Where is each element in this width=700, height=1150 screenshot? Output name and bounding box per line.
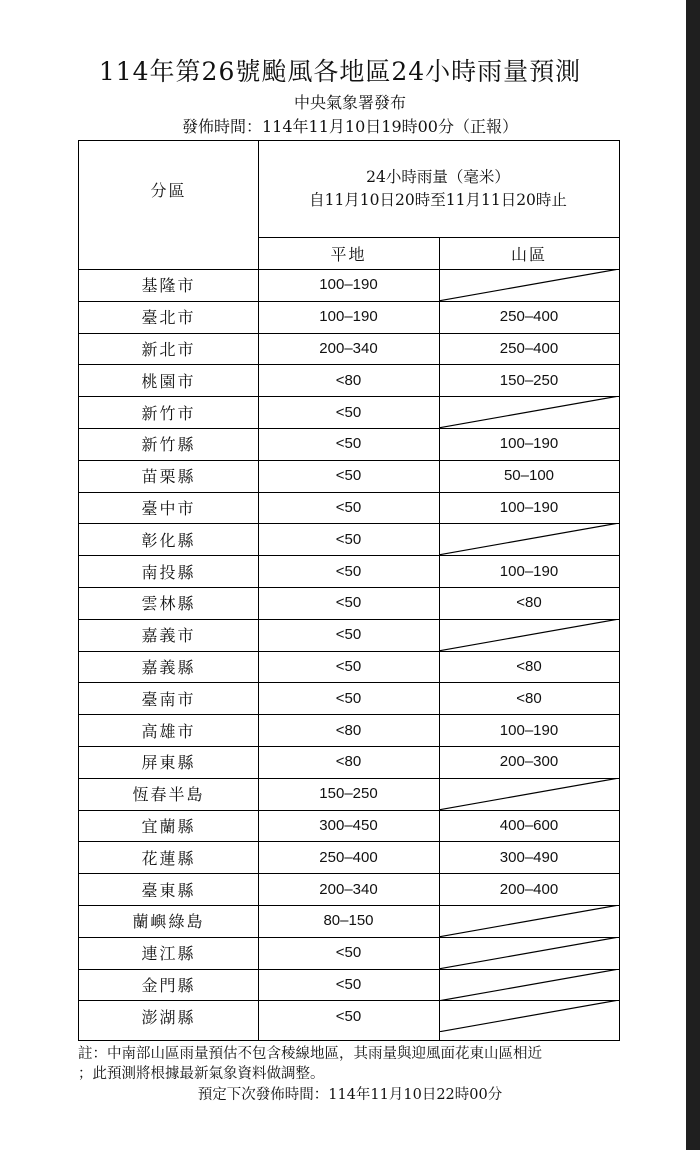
not-applicable-slash (439, 1000, 619, 1032)
plain-rainfall-cell: <50 (335, 498, 362, 516)
region-cell: 蘭嶼綠島 (132, 912, 205, 932)
region-cell: 基隆市 (141, 276, 196, 296)
plain-rainfall-cell: <80 (335, 371, 362, 389)
region-cell: 南投縣 (141, 562, 196, 582)
plain-rainfall-cell: <50 (335, 467, 362, 485)
region-cell: 恆春半島 (132, 785, 205, 805)
plain-rainfall-cell: <50 (335, 562, 362, 580)
plain-rainfall-cell: 80–150 (323, 912, 374, 930)
region-cell: 臺北市 (141, 308, 196, 328)
not-applicable-slash (439, 619, 619, 651)
mountain-rainfall-cell: 100–190 (499, 435, 559, 453)
plain-rainfall-cell: 100–190 (319, 276, 378, 294)
not-applicable-slash (439, 396, 619, 428)
plain-rainfall-cell: <50 (335, 975, 362, 993)
page-edge-bar (686, 0, 700, 1150)
region-cell: 嘉義縣 (141, 657, 196, 677)
mountain-rainfall-cell: 250–400 (499, 339, 559, 357)
region-cell: 屏東縣 (141, 753, 196, 773)
plain-rainfall-cell: 150–250 (319, 785, 378, 803)
mountain-rainfall-cell: 50–100 (503, 467, 555, 485)
plain-rainfall-cell: <50 (335, 530, 362, 548)
region-cell: 澎湖縣 (141, 1007, 196, 1027)
mountain-rainfall-cell: 300–490 (499, 848, 559, 866)
mountain-rainfall-cell: <80 (516, 689, 542, 707)
footnote-line-2: ；此預測將根據最新氣象資料做調整。 (78, 1066, 325, 1082)
mountain-rainfall-cell: 100–190 (499, 498, 559, 516)
plain-rainfall-cell: 200–340 (319, 880, 378, 898)
footnote (78, 1044, 638, 1084)
next-issue-time: 預定下次發佈時間：114年11月10日22時00分 (197, 1087, 503, 1103)
header-rainfall-period: 自11月10日20時至11月11日20時止 (309, 191, 567, 209)
plain-rainfall-cell: <80 (335, 753, 362, 771)
mountain-rainfall-cell: 200–400 (499, 880, 559, 898)
plain-rainfall-cell: <50 (335, 944, 362, 962)
publisher-line: 中央氣象署發布 (293, 93, 406, 112)
region-cell: 新北市 (141, 339, 196, 359)
plain-rainfall-cell: 300–450 (319, 816, 378, 834)
mountain-rainfall-cell: 250–400 (499, 308, 559, 326)
plain-rainfall-cell: <50 (335, 626, 362, 644)
region-cell: 宜蘭縣 (141, 816, 196, 836)
region-cell: 嘉義市 (141, 626, 196, 646)
header-rainfall (258, 141, 618, 237)
page-title: 114年第26號颱風各地區24小時雨量預測 (98, 57, 582, 86)
not-applicable-slash (439, 269, 619, 301)
mountain-rainfall-cell: 100–190 (499, 562, 559, 580)
region-cell: 花蓮縣 (141, 848, 196, 868)
mountain-rainfall-cell: 400–600 (499, 816, 559, 834)
plain-rainfall-cell: <50 (335, 403, 362, 421)
plain-rainfall-cell: 250–400 (319, 848, 378, 866)
header-mountain: 山區 (510, 244, 547, 264)
region-cell: 連江縣 (141, 944, 196, 964)
rainfall-forecast-table (78, 140, 620, 1041)
not-applicable-slash (439, 937, 619, 969)
region-cell: 彰化縣 (141, 530, 196, 550)
region-cell: 臺東縣 (141, 880, 196, 900)
issue-time-line: 發佈時間：114年11月10日19時00分（正報） (182, 117, 518, 136)
header-plain: 平地 (330, 244, 367, 264)
header-region: 分區 (150, 180, 187, 200)
mountain-rainfall-cell: 150–250 (499, 371, 559, 389)
footnote-line-1: 註：中南部山區雨量預估不包含稜線地區，其雨量與迎風面花東山區相近 (78, 1046, 542, 1062)
plain-rainfall-cell: 100–190 (319, 308, 378, 326)
plain-rainfall-cell: <50 (335, 1007, 362, 1025)
mountain-rainfall-cell: <80 (516, 594, 542, 612)
not-applicable-slash (439, 969, 619, 1001)
region-cell: 臺中市 (141, 498, 196, 518)
region-cell: 新竹市 (141, 403, 196, 423)
region-cell: 高雄市 (141, 721, 196, 741)
not-applicable-slash (439, 523, 619, 555)
plain-rainfall-cell: <50 (335, 657, 362, 675)
plain-rainfall-cell: <50 (335, 689, 362, 707)
plain-rainfall-cell: <80 (335, 721, 362, 739)
not-applicable-slash (439, 905, 619, 937)
region-cell: 金門縣 (141, 975, 196, 995)
plain-rainfall-cell: <50 (335, 435, 362, 453)
not-applicable-slash (439, 778, 619, 810)
plain-rainfall-cell: <50 (335, 594, 362, 612)
plain-rainfall-cell: 200–340 (319, 339, 378, 357)
header-rainfall-unit: 24小時雨量（毫米） (366, 168, 510, 186)
region-cell: 桃園市 (141, 371, 196, 391)
region-cell: 臺南市 (141, 689, 196, 709)
mountain-rainfall-cell: 100–190 (499, 721, 559, 739)
mountain-rainfall-cell: 200–300 (499, 753, 559, 771)
mountain-rainfall-cell: <80 (516, 657, 542, 675)
region-cell: 苗栗縣 (141, 467, 196, 487)
region-cell: 新竹縣 (141, 435, 196, 455)
region-cell: 雲林縣 (141, 594, 196, 614)
